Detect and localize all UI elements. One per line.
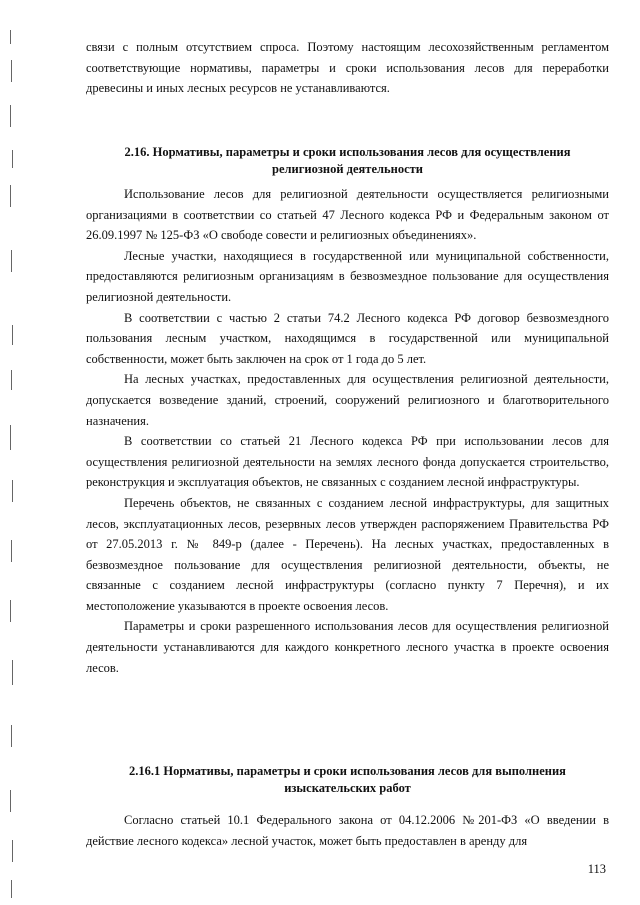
heading-line: изыскательских работ bbox=[284, 781, 411, 795]
heading-line: 2.16.1 Нормативы, параметры и сроки использования лесов для выполнения bbox=[129, 764, 566, 778]
paragraph: Использование лесов для религиозной деятельности осуществляется религиозными организациями в соответствии со статьей 47 Лесного кодекса РФ и Федеральным законом от 26.09.1997 № 125-ФЗ «О свободе совести и религиозных объединениях». bbox=[86, 187, 609, 243]
paragraph: В соответствии с частью 2 статьи 74.2 Лесного кодекса РФ договор безвозмездного пользования лесным участком, находящимся в государственной или муниципальной собственности, может быть заключен на срок от 1 года до 5 лет. bbox=[86, 310, 609, 366]
margin-mark bbox=[11, 540, 12, 562]
margin-mark bbox=[12, 660, 13, 685]
heading-line: религиозной деятельности bbox=[272, 162, 423, 176]
margin-mark bbox=[10, 600, 11, 622]
margin-mark bbox=[11, 250, 12, 272]
margin-mark bbox=[11, 60, 12, 82]
margin-mark bbox=[12, 840, 13, 862]
margin-mark bbox=[12, 150, 13, 168]
paragraph: Перечень объектов, не связанных с созданием лесной инфраструктуры, для защитных лесов, эксплуатационных лесов, резервных лесов утвержден распоряжением Правительства РФ от 27.05.2013 г. № 849-р (далее - Перечень). На лесных участках, предоставленных в безвозмездное пользование для осуществления религиозной деятельности, объекты, не связанные с созданием лесной инфраструктуры (согласно пункту 7 Перечня), и их местоположение указываются в проекте освоения лесов. bbox=[86, 495, 609, 613]
margin-mark bbox=[10, 105, 11, 127]
margin-mark bbox=[12, 325, 13, 345]
margin-mark bbox=[10, 790, 11, 812]
paragraph: Параметры и сроки разрешенного использования лесов для осуществления религиозной деятельности устанавливаются для каждого конкретного лесного участка в проекте освоения лесов. bbox=[86, 619, 609, 675]
section-body-2-16-1 bbox=[86, 810, 609, 851]
margin-mark bbox=[10, 30, 11, 44]
heading-line: 2.16. Нормативы, параметры и сроки использования лесов для осуществления bbox=[124, 145, 571, 159]
margin-mark bbox=[11, 880, 12, 898]
section-heading-2-16 bbox=[86, 144, 609, 178]
section-body-2-16 bbox=[86, 184, 609, 678]
intro-text bbox=[86, 37, 609, 99]
paragraph: В соответствии со статьей 21 Лесного кодекса РФ при использовании лесов для осуществления религиозной деятельности на землях лесного фонда допускается строительство, реконструкция и эксплуатация объектов, не связанных с созданием лесной инфраструктуры. bbox=[86, 434, 609, 490]
margin-mark bbox=[11, 725, 12, 747]
margin-mark bbox=[11, 370, 12, 390]
margin-mark bbox=[12, 480, 13, 502]
binding-margin-marks bbox=[0, 0, 40, 905]
paragraph: Лесные участки, находящиеся в государственной или муниципальной собственности, предоставляются религиозным организациям в безвозмездное пользование для осуществления религиозной деятельности. bbox=[86, 248, 609, 304]
margin-mark bbox=[10, 185, 11, 207]
paragraph: На лесных участках, предоставленных для осуществления религиозной деятельности, допускается возведение зданий, строений, сооружений религиозного и благотворительного назначения. bbox=[86, 372, 609, 428]
paragraph: Согласно статьей 10.1 Федерального закона от 04.12.2006 №201-ФЗ «О введении в действие лесного кодекса» лесной участок, может быть предоставлен в аренду для bbox=[86, 813, 609, 848]
top-paragraph: связи с полным отсутствием спроса. Поэтому настоящим лесохозяйственным регламентом соответствующие нормативы, параметры и сроки использования лесов для переработки древесины и иных лесных ресурсов не устанавливаются. bbox=[86, 40, 609, 96]
page-number: 113 bbox=[587, 862, 606, 876]
section-heading-2-16-1 bbox=[86, 763, 609, 797]
margin-mark bbox=[10, 425, 11, 450]
